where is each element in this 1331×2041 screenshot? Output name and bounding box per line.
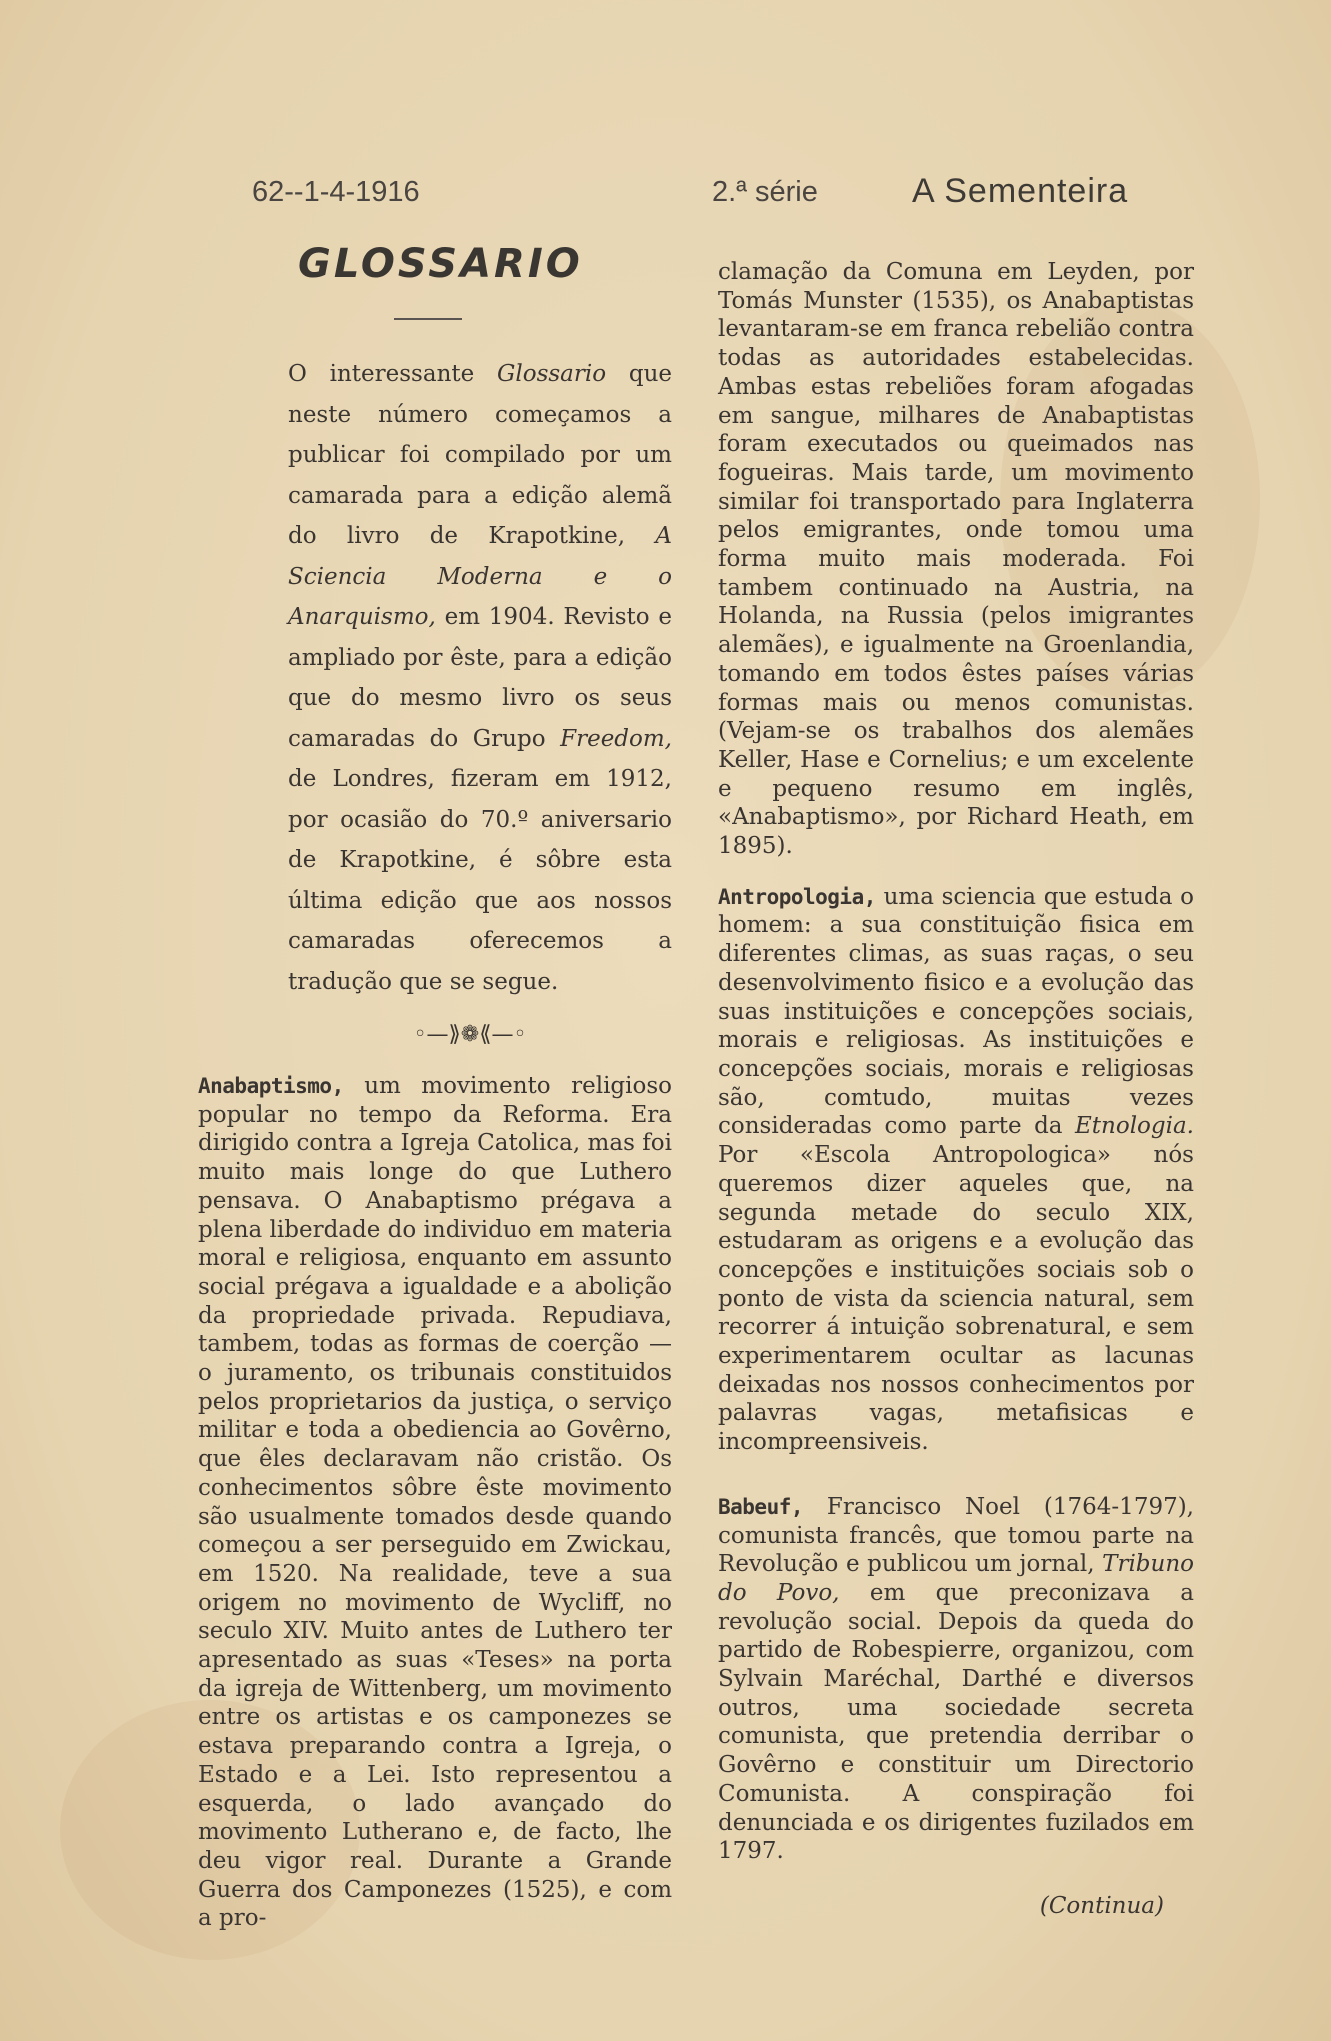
entry-anabaptismo-continued: clamação da Comuna em Leyden, por Tomás Munster (1535), os Anabaptistas levantaram-se em franca rebelião contra todas as autoridades estabelecidas. Ambas estas rebeliões foram afogadas em sangue, milhares de Anabaptistas foram executados ou queimados nas fogueiras. Mais tarde, um movimento similar foi transportado para Inglaterra pelos emigrantes, onde tomou uma forma muito mais moderada. Foi tambem continuado na Austria, na Holanda, na Russia (pelos imigrantes alemães), e igualmente na Groenlandia, tomando em todos êstes países várias formas mais ou menos comunistas. (Vejam-se os trabalhos dos alemães Keller, Hase e Cornelius; e um excelente e pequeno resumo em inglês, «Anabaptismo», por Richard Heath, em 1895). <box>718 259 1194 860</box>
entry-term: Anabaptismo, <box>198 1074 344 1098</box>
right-column <box>718 258 1194 1921</box>
title-rule <box>394 318 462 320</box>
header-series: 2.ª série <box>712 176 818 208</box>
entry-term: Babeuf, <box>718 1494 804 1519</box>
section-title: GLOSSARIO <box>298 241 583 287</box>
intro-paragraph: O interessante Glossario que neste número começamos a publicar foi compilado por um camarada para a edição alemã do livro de Krapotkine, A Sciencia Moderna e o Anarquismo, em 1904. Revisto e ampliado por êste, para a edição que do mesmo livro os seus camaradas do Grupo Freedom, de Londres, fizeram em 1912, por ocasião do 70.º aniversario de Krapotkine, é sôbre esta última edição que aos nossos camaradas oferecemos a tradução que se segue. <box>288 361 673 995</box>
tribuno-italic: Tribuno do Povo, <box>718 1551 1194 1606</box>
header-publication: A Sementeira <box>912 172 1129 210</box>
continua-note: (Continua) <box>1039 1892 1164 1919</box>
left-column <box>198 241 673 1933</box>
etnologia-italic: Etnologia. <box>1075 1113 1194 1140</box>
freedom-italic: Freedom, <box>560 725 672 752</box>
book-title-italic: A Sciencia Moderna e o Anarquismo, <box>288 523 672 630</box>
entry-babeuf: Babeuf, Francisco Noel (1764-1797), comunista francês, que tomou parte na Revolução e publicou um jornal, Tribuno do Povo, em que preconizava a revolução social. Depois da queda do partido de Robespierre, organizou, com Sylvain Maréchal, Darthé e diversos outros, uma sociedade secreta comunista, que pretendia derribar o Govêrno e constituir um Directorio Comunista. A conspiração foi denunciada e os dirigentes fuzilados em 1797. <box>718 1493 1194 1865</box>
glossario-italic: Glossario <box>497 361 607 387</box>
entry-antropologia: Antropologia, uma sciencia que estuda o homem: a sua constituição fisica em diferentes climas, as suas raças, o seu desenvolvimento fisico e a evolução das suas instituições e concepções sociais, morais e religiosas. As instituições e concepções sociais, morais e religiosas são, comtudo, muitas vezes consideradas como parte da Etnologia. Por «Escola Antropologica» nós queremos dizer aqueles que, na segunda metade do seculo XIX, estudaram as origens e a evolução das concepções e instituições sociais sob o ponto de vista da sciencia natural, sem recorrer á intuição sobrenatural, e sem experimentarem ocultar as lacunas deixadas nos nossos conhecimentos por palavras vagas, metafisicas e incompreensiveis. <box>718 883 1194 1456</box>
entry-anabaptismo: Anabaptismo, um movimento religioso popular no tempo da Reforma. Era dirigido contra a Igreja Catolica, mas foi muito mais longe do que Luthero pensava. O Anabaptismo prégava a plena liberdade do individuo em materia moral e religiosa, enquanto em assunto social prégava a igualdade e a abolição da propriedade privada. Repudiava, tambem, todas as formas de coerção — o juramento, os tribunais constituidos pelos proprietarios da justiça, o serviço militar e toda a obediencia ao Govêrno, que êles declaravam não cristão. Os conhecimentos sôbre êste movimento são usualmente tomados desde quando começou a ser perseguido em Zwickau, em 1520. Na realidade, teve a sua origem no movimento de Wycliff, no seculo XIV. Muito antes de Luthero ter apresentado as suas «Teses» na porta da igreja de Wittenberg, um movimento entre os artistas e os camponezes se estava preparando contra a Igreja, o Estado e a Lei. Isto representou a esquerda, o lado avançado do movimento Lutherano e, de facto, lhe deu vigor real. Durante a Grande Guerra dos Camponezes (1525), e com a pro- <box>198 1073 672 1932</box>
header-date: 62--1-4-1916 <box>252 176 420 208</box>
page-header <box>252 172 1152 222</box>
ornament-divider: ◦—⟫❁⟪—◦ <box>413 1022 527 1047</box>
entry-term: Antropologia, <box>718 884 876 909</box>
